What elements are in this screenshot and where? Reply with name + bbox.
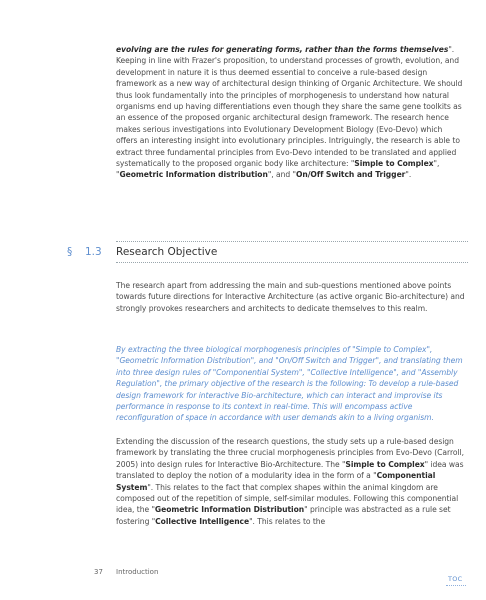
toc-link[interactable]: TOC: [448, 575, 463, 583]
intro-end: ".: [405, 170, 412, 180]
intro-text: ". Keeping in line with Frazer's proposition, to understand processes of growth, evolution, and development in nature it is thus deemed essential to conceive a rule-based design framework as a new way of architectural design thinking of Organic Architecture. We should thus look fundamentally into the principles of morphogenesis to understand how natural organisms end up having differentiations even though they share the same gene toolkits as an essence of the proposed organic architectural design framework. The research hence makes serious investigations into Evolutionary Development Biology (Evo-Devo) which offers an interesting insight into evolutionary principles. Intriguingly, the research is able to extract three fundamental principles from Evo-Devo intended to be translated and applied systematically to the proposed organic body like architecture: ": [116, 45, 463, 169]
toc-underline: [446, 585, 466, 586]
paragraph-text: " principle was abstracted as a rule set fostering ": [116, 505, 451, 526]
paragraph-text: Extending the discussion of the research questions, the study sets up a rule-based design framework by translating the three crucial morphogenesis principles from Evo-Devo (Carroll, 2005) into design rules for Interactive Bio-Architecture. The ": [116, 437, 464, 469]
chapter-label: Introduction: [116, 568, 159, 576]
intro-lead-emphasis: evolving are the rules for generating forms, rather than the forms themselves: [116, 45, 449, 54]
section-symbol: §: [67, 246, 73, 258]
body-paragraph-1: [116, 280, 466, 314]
objective-text: By extracting the three biological morphogenesis principles of "Simple to Complex", "Geometric Information Distribution", and "On/Off Switch and Trigger", and translating them into three design rules of "Componential System", "Collective Intelligence", and "Assembly Regulation", the primary objective of the research is the following: To develop a rule-based design framework for interactive Bio-architecture, which can interact and improvise its performance in response to its context in real-time. This will encompass active reconfiguration of space in accordance with user demands akin to a living organism.: [116, 345, 463, 423]
page-number: 37: [94, 568, 103, 576]
body-paragraph-3: [116, 436, 466, 527]
term-componential-system: Componential System: [116, 471, 436, 492]
section-title: Research Objective: [116, 246, 218, 258]
intro-paragraph: [116, 44, 466, 181]
section-number: 1.3: [85, 246, 102, 258]
paragraph-text: " idea was translated to deploy the notion of a modularity idea in the form of a ": [116, 459, 464, 481]
section-divider-top: [116, 241, 468, 242]
paragraph-text: ". This relates to the fact that complex shapes within the animal kingdom are composed out of the repetition of simple, self-similar modules. Following this componential idea, the ": [116, 482, 459, 515]
principle-on-off-switch: On/Off Switch and Trigger: [295, 170, 406, 180]
term-simple-to-complex: Simple to Complex: [345, 459, 425, 469]
intro-separator: ", and ": [267, 170, 296, 180]
intro-separator: ", ": [116, 159, 440, 180]
objective-statement: [116, 344, 466, 424]
paragraph-text: The research apart from addressing the main and sub-questions mentioned above points towards future directions for Interactive Architecture (as active organic Bio-architecture) and strongly provokes researchers and architects to dedicate themselves to this realm.: [116, 281, 465, 313]
principle-geometric-information: Geometric Information distribution: [119, 170, 268, 180]
term-geometric-information-distribution: Geometric Information Distribution: [154, 505, 305, 515]
section-divider-bottom: [116, 262, 468, 263]
principle-simple-to-complex: Simple to Complex: [354, 159, 434, 169]
paragraph-text: ". This relates to the: [249, 516, 326, 526]
term-collective-intelligence: Collective Intelligence: [155, 516, 250, 526]
